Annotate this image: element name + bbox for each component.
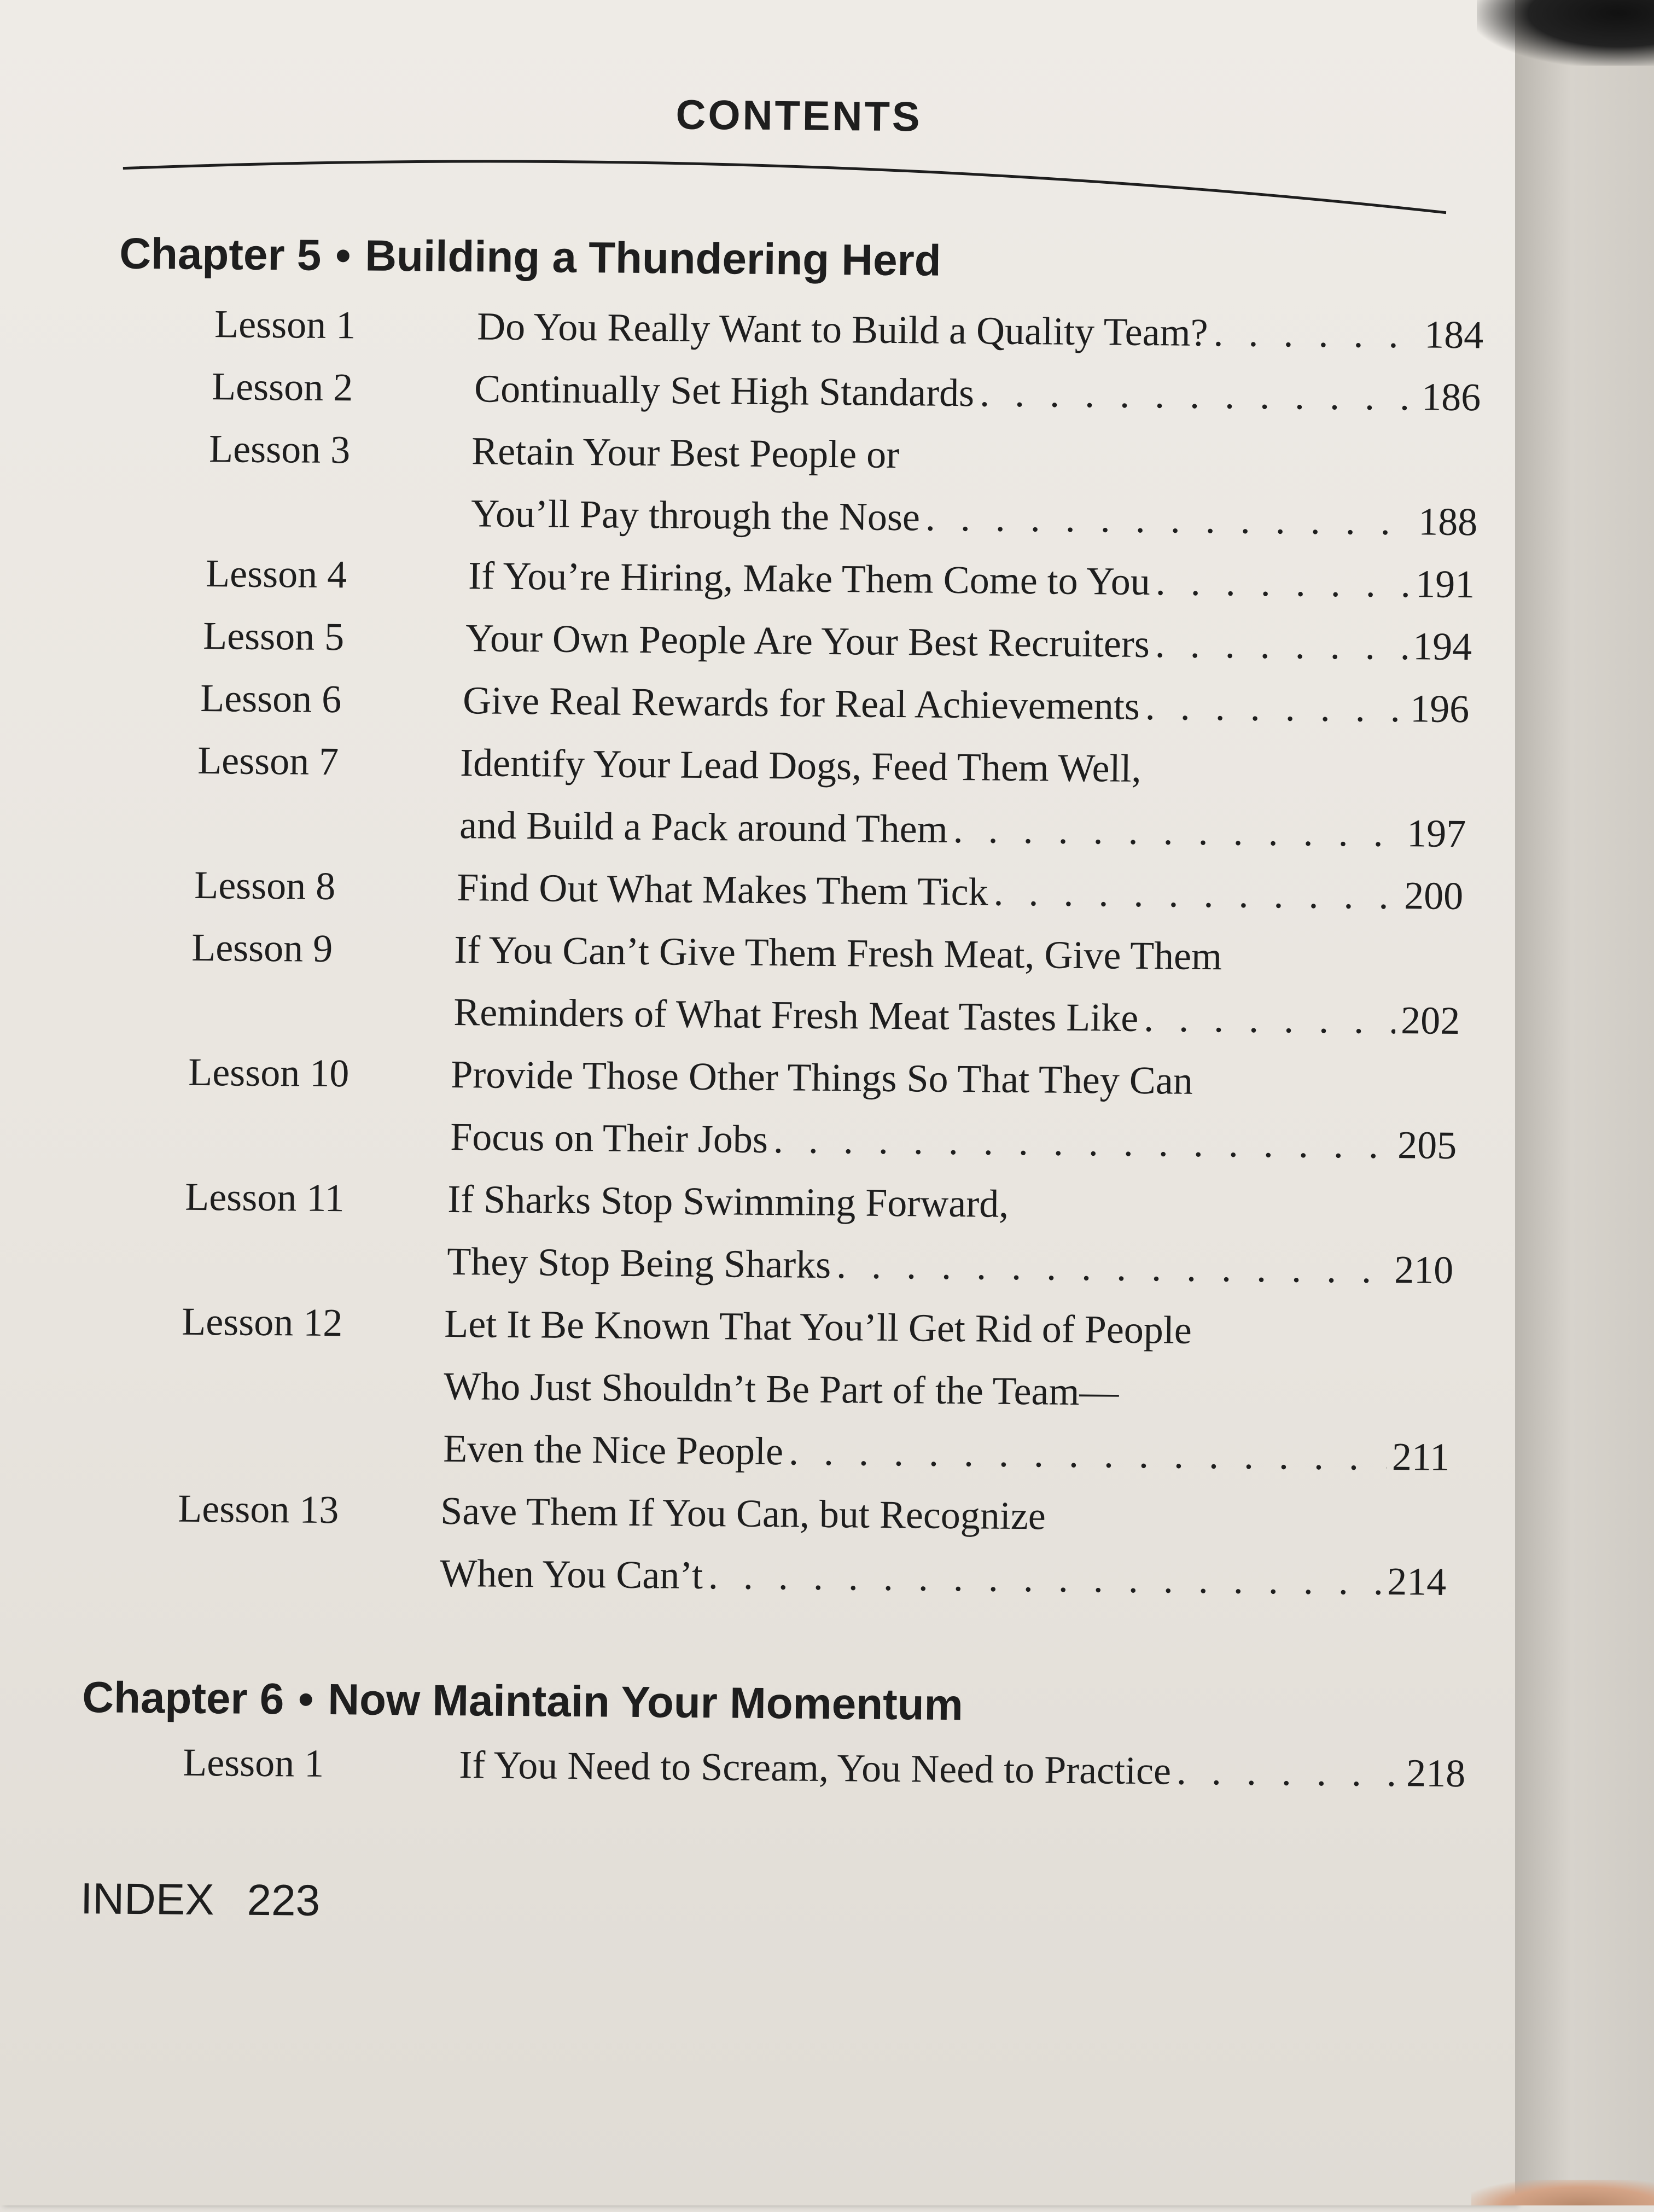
page-number: 194	[1412, 624, 1472, 669]
dot-leader	[1155, 559, 1410, 607]
page-title: CONTENTS	[675, 91, 922, 141]
lesson-title: Save Them If You Can, but Recognize	[440, 1488, 1046, 1538]
lesson-title-line	[444, 1301, 1451, 1355]
lesson-label: Lesson 12	[181, 1299, 343, 1345]
bullet-icon: •	[335, 231, 351, 280]
page-number: 196	[1410, 686, 1470, 731]
lesson-title: Reminders of What Fresh Meat Tastes Like	[453, 990, 1139, 1040]
dot-leader	[993, 870, 1399, 918]
lesson-title: Do You Really Want to Build a Quality Team?	[476, 304, 1208, 355]
lesson-title: Retain Your Best People or	[471, 429, 900, 477]
page-number: 184	[1424, 312, 1484, 357]
lesson-title: Even the Nice People	[442, 1426, 784, 1474]
lesson-title-line	[477, 304, 1484, 358]
lesson-title: Your Own People Are Your Best Recruiters	[465, 616, 1150, 666]
lesson-label: Lesson 6	[200, 676, 342, 721]
dot-leader	[708, 1553, 1382, 1604]
dot-leader	[925, 495, 1413, 545]
index-entry	[80, 1873, 321, 1926]
lesson-title-line	[451, 1052, 1458, 1106]
lesson-title-line	[471, 428, 1478, 482]
lesson-title-line	[457, 865, 1464, 919]
lesson-label: Lesson 3	[208, 427, 351, 472]
lesson-title-line	[459, 802, 1466, 857]
lesson-title: When You Can’t	[439, 1551, 703, 1598]
lesson-title-line	[468, 553, 1475, 607]
lesson-title: Continually Set High Standards	[474, 366, 975, 415]
header-rule	[123, 142, 1447, 219]
page-number: 211	[1391, 1435, 1450, 1479]
lesson-title-line	[474, 366, 1481, 420]
lesson-title: Let It Be Known That You’ll Get Rid of People	[444, 1301, 1192, 1352]
lesson-title-line	[459, 1742, 1466, 1796]
page-number: 197	[1406, 811, 1466, 856]
lesson-label: Lesson 13	[177, 1486, 339, 1532]
lesson-title: If You’re Hiring, Make Them Come to You	[468, 554, 1151, 604]
chapter-number: Chapter 5	[119, 229, 322, 280]
lesson-label: Lesson 8	[194, 863, 336, 909]
lesson-title-line	[471, 491, 1478, 545]
chapter-title: Building a Thundering Herd	[364, 231, 941, 285]
dot-leader	[773, 1117, 1393, 1168]
page-number: 205	[1397, 1123, 1457, 1168]
page-number: 218	[1406, 1751, 1466, 1796]
page-number: 202	[1400, 998, 1460, 1043]
chapter-number: Chapter 6	[81, 1673, 284, 1724]
lesson-label: Lesson 10	[188, 1050, 350, 1096]
dot-leader	[836, 1242, 1389, 1293]
lesson-title-line	[460, 740, 1467, 794]
lesson-label: Lesson 2	[211, 364, 353, 410]
lesson-title: Focus on Their Jobs	[450, 1114, 768, 1162]
adjacent-page-edge	[1515, 0, 1654, 2205]
index-page-number: 223	[247, 1875, 321, 1925]
lesson-title-line	[440, 1488, 1447, 1542]
lesson-title-line	[447, 1239, 1454, 1293]
lesson-title: If You Can’t Give Them Fresh Meat, Give Them	[453, 928, 1222, 979]
lesson-title-line	[444, 1364, 1451, 1418]
lesson-title-line	[440, 1551, 1447, 1605]
dot-leader	[980, 370, 1417, 420]
lesson-title: Provide Those Other Things So That They Can	[450, 1052, 1193, 1103]
lesson-title-line	[465, 615, 1472, 670]
page-number: 186	[1421, 375, 1481, 420]
bullet-icon: •	[298, 1674, 314, 1724]
page-number: 188	[1418, 499, 1478, 544]
chapter-heading	[119, 229, 941, 286]
lesson-label: Lesson 9	[191, 925, 333, 971]
lesson-label: Lesson 4	[205, 551, 347, 597]
lesson-title: If You Need to Scream, You Need to Practice	[458, 1743, 1172, 1793]
dot-leader	[1145, 684, 1405, 731]
lesson-label: Lesson 5	[202, 613, 345, 659]
dot-leader	[1155, 621, 1407, 669]
page-number: 214	[1387, 1559, 1447, 1604]
dot-leader	[1144, 996, 1396, 1043]
page-number: 200	[1403, 874, 1464, 918]
lesson-title: Identify Your Lead Dogs, Feed Them Well,	[459, 741, 1142, 790]
lesson-label: Lesson 1	[214, 302, 356, 347]
lesson-title: Find Out What Makes Them Tick	[456, 865, 988, 914]
lesson-title-line	[447, 1177, 1454, 1231]
lesson-title: You’ll Pay through the Nose	[470, 491, 921, 539]
lesson-title: If Sharks Stop Swimming Forward,	[447, 1177, 1009, 1226]
lesson-title: Give Real Rewards for Real Achievements	[462, 678, 1140, 728]
lesson-title: Who Just Shouldn’t Be Part of the Team—	[443, 1364, 1119, 1414]
lesson-title-line	[450, 1114, 1457, 1168]
lesson-label: Lesson 7	[197, 738, 339, 784]
lesson-title: They Stop Being Sharks	[446, 1239, 831, 1287]
lesson-title-line	[453, 989, 1460, 1044]
dot-leader	[1177, 1749, 1401, 1796]
dot-leader	[1213, 310, 1419, 357]
page-number: 191	[1415, 562, 1475, 607]
lesson-title-line	[454, 927, 1461, 981]
dot-leader	[953, 807, 1401, 856]
chapter-heading	[82, 1672, 963, 1730]
page-number: 210	[1394, 1248, 1454, 1292]
lesson-title-line	[463, 678, 1470, 732]
lesson-title: and Build a Pack around Them	[459, 803, 948, 851]
lesson-label: Lesson 11	[184, 1174, 345, 1220]
index-label: INDEX	[80, 1874, 214, 1924]
lesson-title-line	[443, 1426, 1450, 1480]
lesson-label: Lesson 1	[182, 1740, 324, 1785]
dot-leader	[789, 1429, 1387, 1480]
chapter-title: Now Maintain Your Momentum	[327, 1675, 964, 1730]
